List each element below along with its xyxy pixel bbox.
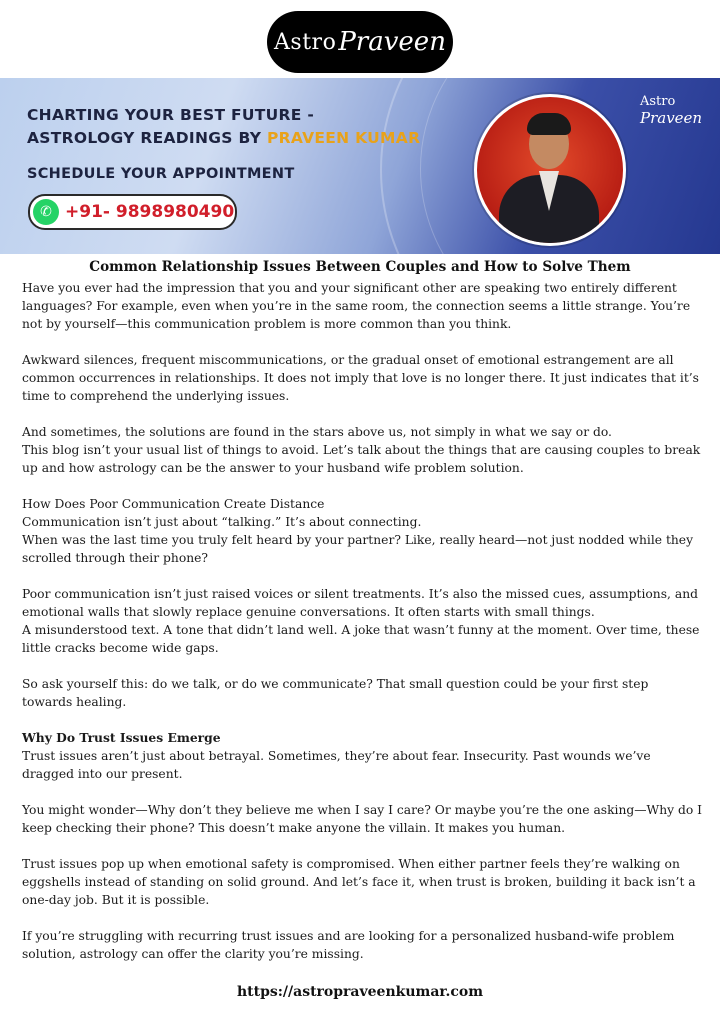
paragraph: If you’re struggling with recurring trust issues and are looking for a personalized husband-wife problem solution, astrology can offer the clarity you’re missing.: [22, 929, 675, 961]
paragraph: [22, 495, 702, 567]
banner-corner-logo: [640, 94, 720, 127]
banner-headline-1: CHARTING YOUR BEST FUTURE -: [27, 106, 315, 124]
article-body: [22, 279, 702, 981]
logo-text-praveen: Praveen: [338, 27, 446, 57]
paragraph: You might wonder—Why don’t they believe me when I say I care? Or maybe you’re the one asking—Why do I keep checking their phone? This doesn’t make anyone the villain. It makes you human.: [22, 803, 703, 835]
banner-logo-astro: Astro: [640, 94, 676, 109]
paragraph: So ask yourself this: do we talk, or do we communicate? That small question could be your first step towards healing.: [22, 677, 649, 709]
paragraph-line: And sometimes, the solutions are found in the stars above us, not simply in what we say or do.: [22, 425, 612, 439]
banner-logo-praveen: Praveen: [640, 109, 703, 127]
banner-name-highlight: PRAVEEN KUMAR: [266, 129, 421, 147]
paragraph-line: Poor communication isn’t just raised voices or silent treatments. It’s also the missed cues, assumptions, and emotional walls that slowly replace genuine conversations. It often starts with small things.: [22, 587, 698, 619]
section-heading-communication: How Does Poor Communication Create Distance: [22, 497, 325, 511]
logo-text-astro: Astro: [274, 29, 337, 55]
website-url-link[interactable]: https://astropraveenkumar.com: [236, 984, 484, 1000]
banner-headline-2: [27, 129, 420, 147]
article-title: Common Relationship Issues Between Couples and How to Solve Them: [89, 259, 631, 275]
paragraph: Awkward silences, frequent miscommunications, or the gradual onset of emotional estrangement are all common occurrences in relationships. It does not imply that love is no longer there. It just indicates that it’s time to comprehend the underlying issues.: [22, 353, 699, 403]
portrait-hair: [527, 113, 571, 135]
paragraph: Trust issues pop up when emotional safety is compromised. When either partner feels they’re walking on eggshells instead of standing on solid ground. And let’s face it, when trust is broken, building it back isn’t a one-day job. But it is possible.: [22, 857, 696, 907]
paragraph: [22, 423, 702, 477]
section-heading-trust: Why Do Trust Issues Emerge: [22, 730, 221, 745]
banner-schedule-text: SCHEDULE YOUR APPOINTMENT: [27, 166, 295, 182]
paragraph-line: When was the last time you truly felt heard by your partner? Like, really heard—not just nodded while they scrolled through their phone?: [22, 533, 694, 565]
phone-contact-pill[interactable]: [28, 194, 237, 230]
paragraph-line: Communication isn’t just about “talking.” It’s about connecting.: [22, 515, 422, 529]
paragraph: Trust issues aren’t just about betrayal. Sometimes, they’re about fear. Insecurity. Past wounds we’ve dragged into our present.: [22, 749, 651, 781]
banner-headline-2-prefix: ASTROLOGY READINGS BY: [27, 129, 267, 147]
paragraph-line: This blog isn’t your usual list of things to avoid. Let’s talk about the things that are causing couples to break up and how astrology can be the answer to your husband wife problem solution.: [22, 443, 701, 475]
phone-number: +91- 9898980490: [65, 202, 235, 222]
paragraph: Have you ever had the impression that you and your significant other are speaking two entirely different languages? For example, even when you’re in the same room, the connection seems a little strange. You’re not by yourself—this communication problem is more common than you think.: [22, 281, 691, 331]
brand-logo: [267, 11, 453, 73]
astrologer-portrait: [474, 94, 626, 246]
paragraph: [22, 585, 702, 657]
whatsapp-icon: ✆: [33, 199, 59, 225]
paragraph: [22, 729, 702, 747]
paragraph-line: A misunderstood text. A tone that didn’t land well. A joke that wasn’t funny at the moment. Over time, these little cracks become wide gaps.: [22, 623, 700, 655]
promo-banner: [0, 78, 720, 254]
